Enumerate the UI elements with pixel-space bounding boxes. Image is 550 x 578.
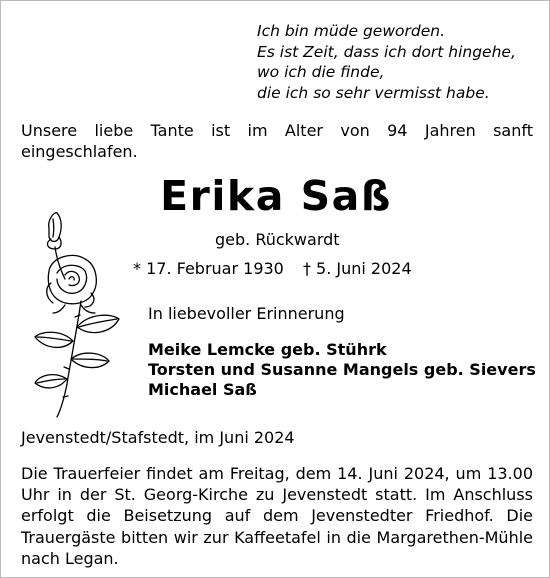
mourner-name: Michael Saß — [148, 380, 257, 399]
memory-line: In liebevoller Erinnerung — [148, 304, 345, 323]
mourner-name: Meike Lemcke geb. Stührk — [148, 340, 387, 359]
birth-symbol: * — [133, 259, 141, 278]
death-symbol: † — [302, 259, 311, 278]
life-dates — [133, 259, 412, 278]
intro-text: Unsere liebe Tante ist im Alter von 94 Jahren sanft eingeschlafen. — [21, 121, 533, 161]
poem-line: die ich so sehr vermisst habe. — [257, 83, 490, 102]
mourner-name: Torsten und Susanne Mangels geb. Sievers — [148, 360, 536, 379]
mourners-list — [148, 340, 536, 400]
death-date: 5. Juni 2024 — [316, 259, 412, 278]
birth-date: 17. Februar 1930 — [146, 259, 284, 278]
place-date: Jevenstedt/Stafstedt, im Juni 2024 — [21, 428, 295, 447]
deceased-name: Erika Saß — [160, 172, 392, 220]
rose-icon — [27, 209, 131, 419]
poem — [257, 21, 537, 103]
funeral-notice: Die Trauerfeier findet am Freitag, dem 14. Juni 2024, um 13.00 Uhr in der St. Georg-Kirche zu Jevenstedt statt. Im Anschluss erfolgt die Beisetzung auf dem Jevenstedter Friedhof. Die Trauergäste bitten wir zur Kaffeetafel in die Margarethen-Mühle nach Legan. — [21, 464, 533, 568]
poem-line: Es ist Zeit, dass ich dort hingehe, — [257, 42, 516, 61]
poem-line: Ich bin müde geworden. — [257, 22, 445, 40]
birth-name: geb. Rückwardt — [215, 230, 340, 249]
poem-line: wo ich die finde, — [257, 63, 385, 81]
